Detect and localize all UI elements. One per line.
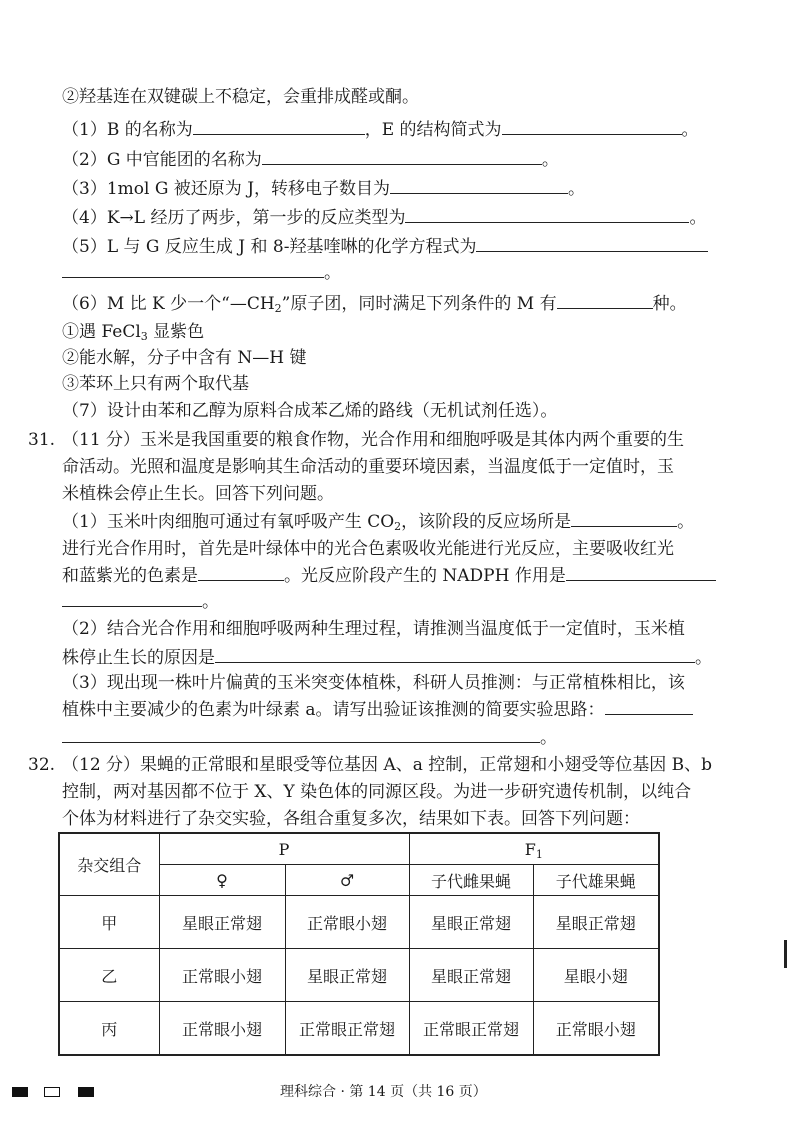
answer-blank[interactable] [262, 146, 542, 165]
answer-blank[interactable] [566, 562, 716, 581]
q30-part-6: （6）M 比 K 少一个“$—CH_2$”原子团，同时满足下列条件的 M 有 种。 [62, 290, 687, 317]
cross-results-table [58, 832, 660, 1056]
answer-blank[interactable] [502, 116, 682, 135]
cell-group: 丙 [59, 1002, 159, 1056]
q30-part-7: （7）设计由苯和乙醇为原料合成苯乙烯的路线（无机试剂任选）。 [62, 401, 558, 421]
page-footer [0, 1080, 800, 1110]
header-male-symbol: ♂ [285, 865, 409, 896]
answer-blank[interactable] [62, 724, 540, 743]
table-row [59, 1002, 659, 1056]
cell-f1-female: 星眼正常翅 [409, 949, 533, 1002]
answer-blank[interactable] [605, 696, 693, 715]
q32-intro: （12 分）果蝇的正常眼和星眼受等位基因 A、a 控制，正常翅和小翅受等位基因 B、b [62, 755, 713, 775]
cell-f1-female: 正常眼正常翅 [409, 1002, 533, 1056]
q31-number: 31. [28, 430, 56, 450]
registration-mark [12, 1087, 28, 1097]
cell-female: 正常眼小翅 [159, 949, 285, 1002]
q31-part-3: （3）现出现一株叶片偏黄的玉米突变体植株，科研人员推测：与正常植株相比，该 [62, 673, 685, 693]
condition-note-2: ②羟基连在双键碳上不稳定，会重排成醛或酮。 [62, 87, 419, 107]
answer-blank[interactable] [476, 233, 708, 252]
cell-male: 正常眼小翅 [285, 896, 409, 949]
header-female-symbol: ♀ [159, 865, 285, 896]
q31-intro: （11 分）玉米是我国重要的粮食作物，光合作用和细胞呼吸是其体内两个重要的生 [62, 430, 685, 450]
table-row [59, 949, 659, 1002]
q32-intro: 控制，两对基因都不位于 X、Y 染色体的同源区段。为进一步研究遗传机制，以纯合 [62, 782, 692, 802]
header-f1-male: 子代雄果蝇 [533, 865, 659, 896]
cell-female: 正常眼小翅 [159, 1002, 285, 1056]
cell-male: 正常眼正常翅 [285, 1002, 409, 1056]
answer-blank[interactable] [62, 588, 202, 607]
answer-blank[interactable] [62, 259, 324, 278]
q31-intro: 命活动。光照和温度是影响其生命活动的重要环境因素，当温度低于一定值时，玉 [62, 457, 674, 477]
q31-part-1: （1）玉米叶肉细胞可通过有氧呼吸产生 $CO_2$，该阶段的反应场所是 。 [62, 508, 694, 535]
cell-f1-female: 星眼正常翅 [409, 896, 533, 949]
cell-f1-male: 正常眼小翅 [533, 1002, 659, 1056]
q30-part-5-cont: 。 [62, 259, 341, 286]
condition-1: ①遇 FeCl$_3$ 显紫色 [62, 322, 205, 343]
header-cross-group: 杂交组合 [59, 833, 159, 896]
q31-part-2: （2）结合光合作用和细胞呼吸两种生理过程，请推测当温度低于一定值时，玉米植 [62, 619, 685, 639]
header-f1: $F_1$ [409, 833, 659, 865]
q31-part-2-line-2: 株停止生长的原因是 。 [62, 644, 712, 671]
q31-part-1-line-3: 和蓝紫光的色素是 。光反应阶段产生的 NADPH 作用是 [62, 562, 716, 589]
registration-mark [78, 1087, 94, 1097]
cell-f1-male: 星眼小翅 [533, 949, 659, 1002]
margin-mark [784, 940, 787, 968]
page-number: 理科综合 · 第 14 页（共 16 页） [280, 1084, 487, 1100]
condition-3: ③苯环上只有两个取代基 [62, 374, 249, 394]
q32-intro: 个体为材料进行了杂交实验，各组合重复多次，结果如下表。回答下列问题： [62, 809, 640, 829]
answer-blank[interactable] [571, 508, 677, 527]
header-f1-female: 子代雌果蝇 [409, 865, 533, 896]
cell-group: 甲 [59, 896, 159, 949]
cell-f1-male: 星眼正常翅 [533, 896, 659, 949]
answer-blank[interactable] [405, 204, 689, 223]
cell-male: 星眼正常翅 [285, 949, 409, 1002]
registration-mark [44, 1087, 60, 1097]
cell-group: 乙 [59, 949, 159, 1002]
q31-intro: 米植株会停止生长。回答下列问题。 [62, 484, 334, 504]
answer-blank[interactable] [198, 562, 284, 581]
q30-part-3: （3）1mol G 被还原为 J，转移电子数目为 。 [62, 175, 585, 202]
q30-part-4: （4）K→L 经历了两步，第一步的反应类型为 。 [62, 204, 706, 231]
table-row [59, 896, 659, 949]
q31-part-3-line-2: 植株中主要减少的色素为叶绿素 a。请写出验证该推测的简要实验思路： [62, 696, 693, 723]
answer-blank[interactable] [390, 175, 568, 194]
cell-female: 星眼正常翅 [159, 896, 285, 949]
q31-part-1-line-2: 进行光合作用时，首先是叶绿体中的光合色素吸收光能进行光反应，主要吸收红光 [62, 539, 674, 559]
q31-part-1-line-4: 。 [62, 588, 219, 615]
q30-part-5: （5）L 与 G 反应生成 J 和 8-羟基喹啉的化学方程式为 [62, 233, 708, 260]
q30-part-2: （2）G 中官能团的名称为 。 [62, 146, 559, 173]
q30-part-1: （1）B 的名称为 ，E 的结构简式为 。 [62, 116, 699, 143]
q32-number: 32. [28, 755, 56, 775]
answer-blank[interactable] [193, 116, 365, 135]
header-parents: P [159, 833, 409, 865]
condition-2: ②能水解，分子中含有 N—H 键 [62, 348, 307, 368]
answer-blank[interactable] [215, 644, 695, 663]
q31-part-3-line-3: 。 [62, 724, 557, 751]
answer-blank[interactable] [557, 290, 653, 309]
